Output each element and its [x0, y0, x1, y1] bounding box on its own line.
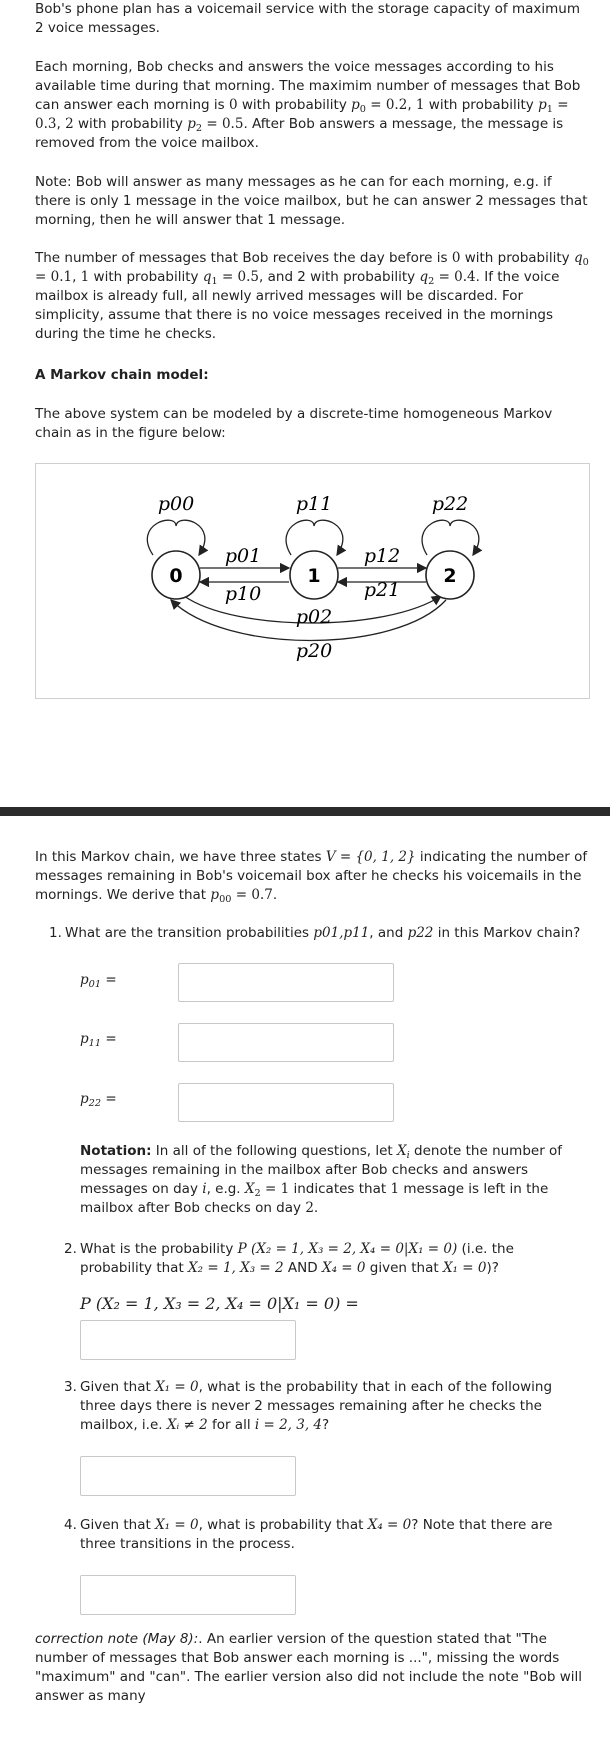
label-p12: p12	[363, 545, 401, 567]
intro-paragraph: Bob's phone plan has a voicemail service with the storage capacity of maximum 2 voice messages.	[35, 1, 580, 36]
label-p00: p00	[157, 493, 195, 515]
markov-heading: A Markov chain model:	[35, 367, 209, 383]
p01-input[interactable]	[178, 963, 394, 1002]
question-1: 1. What are the transition probabilities p01,p11, and p22 in this Markov chain?	[49, 925, 581, 941]
section-divider	[0, 807, 610, 816]
self-loop-1	[286, 520, 343, 555]
q2-answer-input[interactable]	[80, 1320, 296, 1360]
question-2: 2. What is the probability P (X₂ = 1, X₃ = 2, X₄ = 0|X₁ = 0) (i.e. the probability that X₂ = 1, X₃ = 2 AND X₄ = 0 given that X₁ = 0)?	[64, 1241, 514, 1276]
self-loop-2	[422, 520, 479, 555]
answer-probability-paragraph: Each morning, Bob checks and answers the voice messages according to his available time during that morning. The maximim number of messages that Bob can answer each morning is 0 with probability $p_0 = 0.2$, 1 with probability $p_1 = 0.3$, 2 with probability $p_2 = 0.5$. After Bob answers a message, the message is removed from the voice mailbox.	[35, 59, 581, 151]
states-paragraph: In this Markov chain, we have three states V = {0, 1, 2} indicating the number of messages remaining in Bob's voicemail box after he checks his voicemails in the mornings. We derive that $p_{00} = 0.7$.	[35, 849, 588, 905]
markov-chain-diagram	[36, 464, 589, 698]
label-p20: p20	[295, 640, 333, 662]
state-0-label: 0	[169, 565, 183, 587]
q2-display-expression: P (X₂ = 1, X₃ = 2, X₄ = 0|X₁ = 0) =	[80, 1294, 359, 1313]
correction-note: correction note (May 8):. An earlier version of the question stated that "The number of messages that Bob answer each morning is ...", missing the words "maximum" and "can". The earlier version also did not include the note "Bob will answer as many	[35, 1631, 583, 1704]
p11-input[interactable]	[178, 1023, 394, 1062]
p01-label: $p_{01}$ =	[80, 972, 117, 990]
state-1-label: 1	[307, 565, 321, 587]
label-p02: p02	[295, 606, 333, 628]
label-p10: p10	[224, 583, 262, 605]
label-p21: p21	[363, 579, 401, 601]
markov-chain-figure	[35, 463, 590, 699]
markov-intro-paragraph: The above system can be modeled by a discrete-time homogeneous Markov chain as in the figure below:	[35, 406, 553, 441]
q4-answer-input[interactable]	[80, 1575, 296, 1615]
p22-input[interactable]	[178, 1083, 394, 1122]
question-3: 3. Given that X₁ = 0, what is the probability that in each of the following three days there is never 2 messages remaining after he checks the mailbox, i.e. Xᵢ ≠ 2 for all i = 2, 3, 4?	[64, 1379, 553, 1433]
self-loop-0	[147, 520, 205, 555]
label-p22: p22	[431, 493, 469, 515]
label-p01: p01	[224, 545, 262, 567]
receive-probability-paragraph: The number of messages that Bob receives the day before is 0 with probability $q_0 = 0.1$, 1 with probability $q_1 = 0.5$, and 2 with probability $q_2 = 0.4$. If the voice mailbox is already full, all newly arrived messages will be discarded. For simplicity, assume that there is no voice messages received in the mornings during the time he checks.	[35, 250, 589, 342]
p22-label: $p_{22}$ =	[80, 1091, 117, 1109]
p11-label: $p_{11}$ =	[80, 1031, 117, 1049]
notation-paragraph: Notation: In all of the following questions, let $X_i$ denote the number of messages remaining in the mailbox after Bob checks and answers messages on day i, e.g. $X_2 = 1$ indicates that 1 message is left in the mailbox after Bob checks on day 2.	[80, 1143, 563, 1216]
q3-answer-input[interactable]	[80, 1456, 296, 1496]
question-4: 4. Given that X₁ = 0, what is probability that X₄ = 0? Note that there are three transitions in the process.	[64, 1517, 553, 1552]
label-p11: p11	[295, 493, 333, 515]
state-2-label: 2	[443, 565, 457, 587]
note-paragraph: Note: Bob will answer as many messages as he can for each morning, e.g. if there is only 1 message in the voice mailbox, but he can answer 2 messages that morning, then he will answer that 1 message.	[35, 174, 588, 228]
